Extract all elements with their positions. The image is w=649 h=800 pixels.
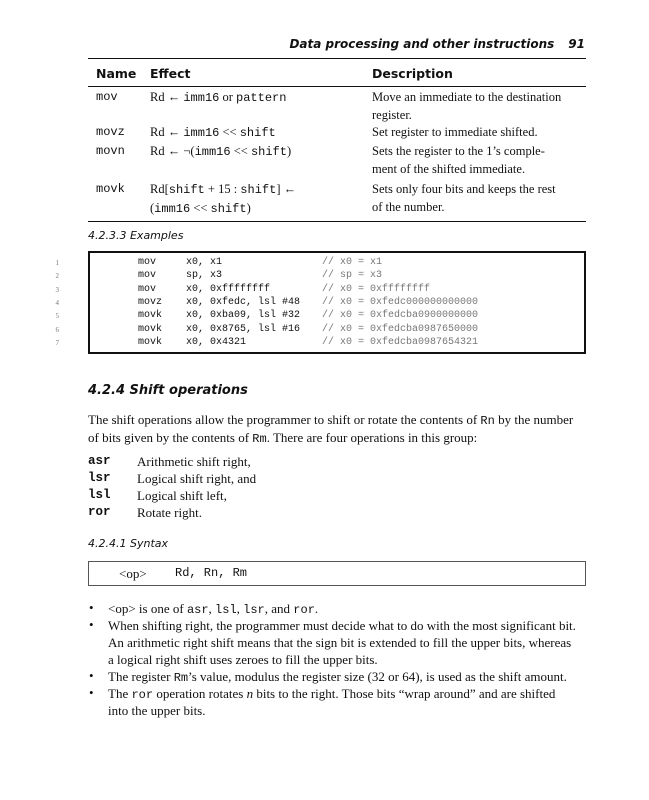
table-header-description: Description xyxy=(372,66,453,81)
inline-code: pattern xyxy=(236,91,287,105)
operation-description: Rotate right. xyxy=(137,505,202,520)
inline-text: by the number xyxy=(494,412,574,427)
inline-text: The shift operations allow the programmer to shift or rotate the contents of xyxy=(88,412,481,427)
inline-code: imm16 xyxy=(194,145,231,159)
table-top-rule xyxy=(88,58,586,59)
inline-text: operation rotates xyxy=(153,686,247,701)
table-cell-name: movk xyxy=(96,182,125,196)
bullet-marker: • xyxy=(89,668,94,683)
inline-code: shift xyxy=(168,183,205,197)
code-comment: // sp = x3 xyxy=(322,270,383,282)
inline-text: << xyxy=(230,144,251,158)
inline-text: + 15 : xyxy=(204,182,241,196)
running-header-title: Data processing and other instructions xyxy=(289,37,555,51)
description-line: of the number. xyxy=(372,200,445,214)
inline-text: ) xyxy=(286,144,292,158)
line-number: 7 xyxy=(55,338,59,347)
table-bottom-rule xyxy=(88,221,586,222)
inline-text: An arithmetic right shift means that the sign bit is extended to fill the upper bits, whereas xyxy=(108,635,572,650)
table-cell-effect xyxy=(150,123,365,142)
bullet-text-line xyxy=(108,702,590,719)
code-comment: // x0 = x1 xyxy=(322,257,383,268)
table-header-name: Name xyxy=(96,66,137,81)
inline-code: ror xyxy=(293,603,315,617)
bullet-marker: • xyxy=(89,685,94,700)
line-number: 5 xyxy=(55,312,59,321)
examples-heading: 4.2.3.3 Examples xyxy=(88,229,184,242)
inline-code: shift xyxy=(250,145,287,159)
inline-text: of bits given by the contents of xyxy=(88,430,253,445)
syntax-heading: 4.2.4.1 Syntax xyxy=(88,537,169,550)
description-line: register. xyxy=(372,108,412,122)
table-cell-name: mov xyxy=(96,90,118,104)
description-line: Sets only four bits and keeps the rest xyxy=(372,182,556,196)
inline-text: . xyxy=(314,601,319,616)
code-opcode: movk xyxy=(138,336,163,348)
operation-description: Logical shift right, and xyxy=(137,471,257,486)
inline-code: lsl xyxy=(215,603,237,617)
code-operands: sp, x3 xyxy=(186,270,223,282)
code-opcode: movk xyxy=(138,310,163,322)
inline-text: Rd ← xyxy=(150,125,184,139)
line-number: 6 xyxy=(55,325,59,334)
running-header xyxy=(0,37,585,52)
code-opcode: mov xyxy=(138,270,157,282)
inline-code: Rm xyxy=(173,671,189,685)
line-number: 1 xyxy=(55,259,59,267)
syntax-box xyxy=(88,561,586,586)
inline-text: , xyxy=(236,601,244,616)
inline-code: shift xyxy=(239,126,276,140)
inline-code: lsr xyxy=(243,603,265,617)
inline-text: The register xyxy=(108,669,174,684)
line-number: 3 xyxy=(55,285,59,294)
code-comment: // x0 = 0xfedc000000000000 xyxy=(322,296,479,308)
inline-text: . There are four operations in this group: xyxy=(266,430,478,445)
code-operands: x0, 0x8765, lsl #16 xyxy=(186,323,301,335)
table-header-rule xyxy=(88,86,586,87)
table-cell-effect xyxy=(150,180,365,218)
table-header-effect: Effect xyxy=(150,66,191,81)
inline-text: ] ← xyxy=(276,182,297,196)
description-line: Set register to immediate shifted. xyxy=(372,125,538,139)
table-cell-name: movn xyxy=(96,144,125,158)
table-cell-effect xyxy=(150,88,365,107)
inline-text: into the upper bits. xyxy=(108,703,206,718)
bullet-marker: • xyxy=(89,617,94,632)
section-heading: 4.2.4 Shift operations xyxy=(88,383,248,398)
operation-description: Arithmetic shift right, xyxy=(137,454,251,469)
table-cell-description xyxy=(372,180,587,216)
inline-text: << xyxy=(219,125,240,139)
inline-text: , xyxy=(208,601,216,616)
code-comment: // x0 = 0xfedcba0987654321 xyxy=(322,336,479,348)
inline-text: Rd[ xyxy=(150,182,169,196)
code-operands: x0, 0xba09, lsl #32 xyxy=(186,310,301,322)
code-operands: x0, x1 xyxy=(186,257,223,268)
code-opcode: mov xyxy=(138,283,157,295)
inline-text: Rd ← ¬( xyxy=(150,144,195,158)
operation-description: Logical shift left, xyxy=(137,488,227,503)
operation-term: asr xyxy=(88,454,111,468)
code-comment: // x0 = 0xfedcba0900000000 xyxy=(322,310,479,322)
code-opcode: movk xyxy=(138,323,163,335)
operation-term: lsl xyxy=(88,488,111,502)
inline-code: ror xyxy=(131,688,154,702)
operation-term: lsr xyxy=(88,471,111,485)
table-cell-description xyxy=(372,123,587,141)
line-number: 4 xyxy=(55,298,59,307)
inline-text: a logical right shift uses zeroes to fill the upper bits. xyxy=(108,652,378,667)
syntax-operands: Rd, Rn, Rm xyxy=(175,566,248,580)
code-operands: x0, 0xffffffff xyxy=(186,283,271,295)
bullet-marker: • xyxy=(89,600,94,615)
code-operands: x0, 0xfedc, lsl #48 xyxy=(186,296,301,308)
table-cell-name: movz xyxy=(96,125,125,139)
inline-text: ’s value, modulus the register size (32 or 64), is used as the shift amount. xyxy=(188,669,567,684)
inline-text: ( xyxy=(150,201,155,215)
inline-text: bits to the right. Those bits “wrap around” and are shifted xyxy=(253,686,556,701)
inline-code: imm16 xyxy=(154,202,191,216)
description-line: ment of the shifted immediate. xyxy=(372,162,526,176)
inline-text: ) xyxy=(246,201,251,215)
inline-code: shift xyxy=(210,202,247,216)
code-opcode: mov xyxy=(138,257,157,268)
code-comment: // x0 = 0xfedcba0987650000 xyxy=(322,323,479,335)
inline-text: <op> is one of xyxy=(108,601,187,616)
bullet-text-line xyxy=(108,651,590,668)
line-number: 2 xyxy=(55,272,59,281)
inline-code: imm16 xyxy=(183,91,220,105)
operation-term: ror xyxy=(88,505,111,519)
inline-code: asr xyxy=(186,603,209,617)
bullet-text-line xyxy=(108,634,590,651)
page-number: 91 xyxy=(568,37,585,51)
bullet-text-line xyxy=(108,617,590,634)
inline-text: Rd ← xyxy=(150,90,184,104)
inline-text: , and xyxy=(264,601,294,616)
inline-code: shift xyxy=(240,183,277,197)
inline-code: Rn xyxy=(480,414,495,428)
inline-code: imm16 xyxy=(183,126,220,140)
code-opcode: movz xyxy=(138,296,163,308)
inline-text: When shifting right, the programmer must decide what to do with the most significant bit. xyxy=(108,618,576,633)
code-comment: // x0 = 0xffffffff xyxy=(322,283,431,295)
inline-text: << xyxy=(190,201,211,215)
inline-code: Rm xyxy=(252,432,267,446)
description-line: Sets the register to the 1’s comple- xyxy=(372,144,545,158)
syntax-op: <op> xyxy=(119,566,147,581)
inline-italic: n xyxy=(246,686,254,701)
intro-line-2 xyxy=(88,429,588,448)
code-operands: x0, 0x4321 xyxy=(186,336,247,348)
inline-text: or xyxy=(219,90,237,104)
table-cell-effect xyxy=(150,142,365,161)
table-cell-description xyxy=(372,88,587,124)
intro-line-1 xyxy=(88,411,588,430)
inline-text: The xyxy=(108,686,132,701)
table-cell-description xyxy=(372,142,587,178)
description-line: Move an immediate to the destination xyxy=(372,90,562,104)
